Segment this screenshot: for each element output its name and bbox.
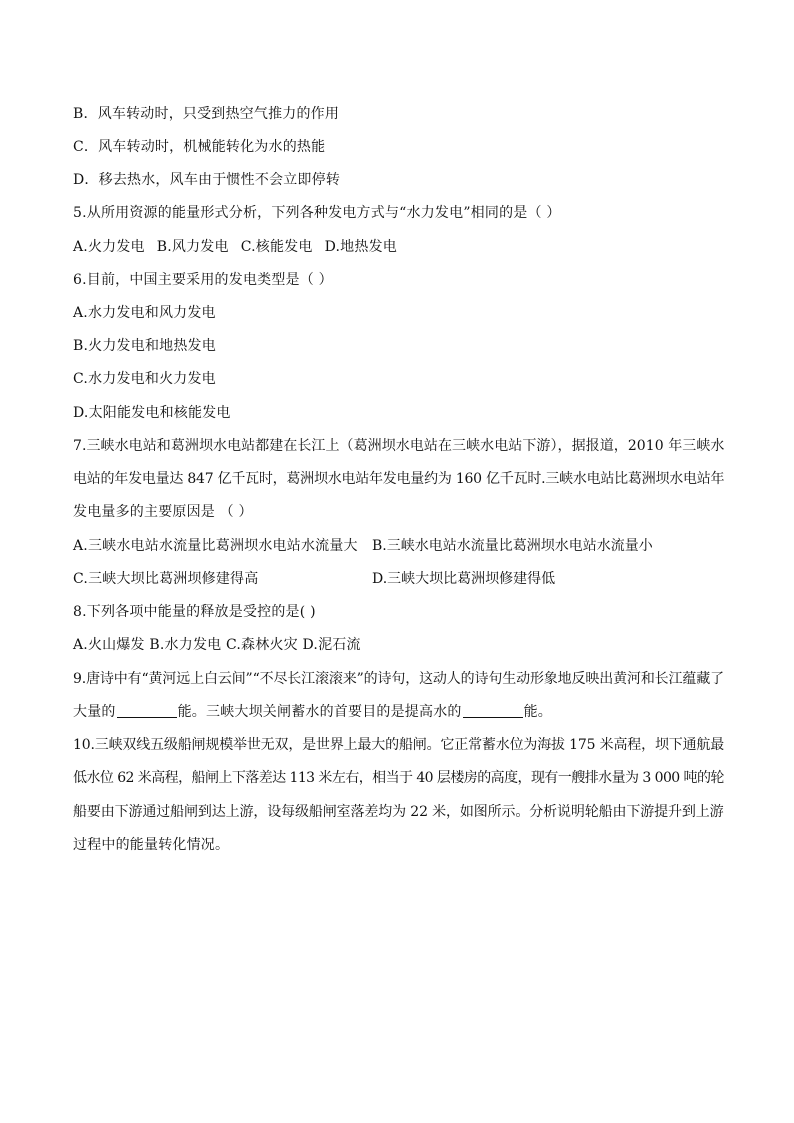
q6-option-b: B.火力发电和地热发电	[73, 338, 216, 354]
q7-option-d: D.三峡大坝比葛洲坝修建得低	[372, 571, 556, 587]
q10-line1: 10.三峡双线五级船闸规模举世无双，是世界上最大的船闸。它正常蓄水位为海拔 175 米高程，坝下通航最	[73, 737, 725, 753]
q5-option-d: D.地热发电	[324, 239, 397, 255]
q5-stem: 5.从所用资源的能量形式分析，下列各种发电方式与“水力发电”相同的是（ ）	[73, 205, 561, 221]
q9-blank-2	[463, 703, 523, 718]
q9-line2	[73, 703, 552, 721]
q9-blank-1	[117, 703, 177, 718]
q9-line1: 9.唐诗中有“黄河远上白云间”“不尽长江滚滚来”的诗句，这动人的诗句生动形象地反映出黄河和长江蕴藏了	[73, 671, 724, 687]
q9-text-b: 能。三峡大坝关闸蓄水的首要目的是提高水的	[177, 704, 462, 720]
q8-stem: 8.下列各项中能量的释放是受控的是( )	[73, 604, 316, 620]
q5-option-c: C.核能发电	[240, 239, 313, 255]
q7-stem-line1: 7.三峡水电站和葛洲坝水电站都建在长江上（葛洲坝水电站在三峡水电站下游），据报道，2010 年三峡水	[73, 438, 725, 454]
q6-stem: 6.目前，中国主要采用的发电类型是（ ）	[73, 272, 333, 288]
q7-option-b: B.三峡水电站水流量比葛洲坝水电站水流量小	[372, 538, 653, 554]
q10-line2: 低水位 62 米高程，船闸上下落差达 113 米左右，相当于 40 层楼房的高度，现有一艘排水量为 3 000 吨的轮	[73, 770, 724, 786]
q10-line3: 船要由下游通过船闸到达上游，设每级船闸室落差均为 22 米，如图所示。分析说明轮船由下游提升到上游	[73, 804, 724, 820]
q5-option-b: B.风力发电	[156, 239, 229, 255]
q4-option-b: B．风车转动时，只受到热空气推力的作用	[73, 106, 340, 122]
q5-options	[73, 238, 397, 256]
q7-stem-line3: 发电量多的主要原因是 （ ）	[73, 504, 253, 520]
q4-option-d: D．移去热水，风车由于惯性不会立即停转	[73, 172, 341, 188]
q7-option-a: A.三峡水电站水流量比葛洲坝水电站水流量大	[73, 538, 358, 554]
q10-line4: 过程中的能量转化情况。	[73, 837, 230, 853]
q6-option-d: D.太阳能发电和核能发电	[73, 405, 231, 421]
q7-stem-line2: 电站的年发电量达 847 亿千瓦时，葛洲坝水电站年发电量约为 160 亿千瓦时.三峡水电站比葛洲坝水电站年	[73, 471, 725, 487]
q7-option-c: C.三峡大坝比葛洲坝修建得高	[73, 571, 259, 587]
q9-text-a: 大量的	[73, 704, 116, 720]
q5-option-a: A.火力发电	[73, 239, 145, 255]
q9-text-c: 能。	[523, 704, 553, 720]
q6-option-c: C.水力发电和火力发电	[73, 371, 216, 387]
q6-option-a: A.水力发电和风力发电	[73, 305, 216, 321]
q8-options: A.火山爆发 B.水力发电 C.森林火灾 D.泥石流	[73, 637, 361, 653]
q4-option-c: C．风车转动时，机械能转化为水的热能	[73, 139, 326, 155]
